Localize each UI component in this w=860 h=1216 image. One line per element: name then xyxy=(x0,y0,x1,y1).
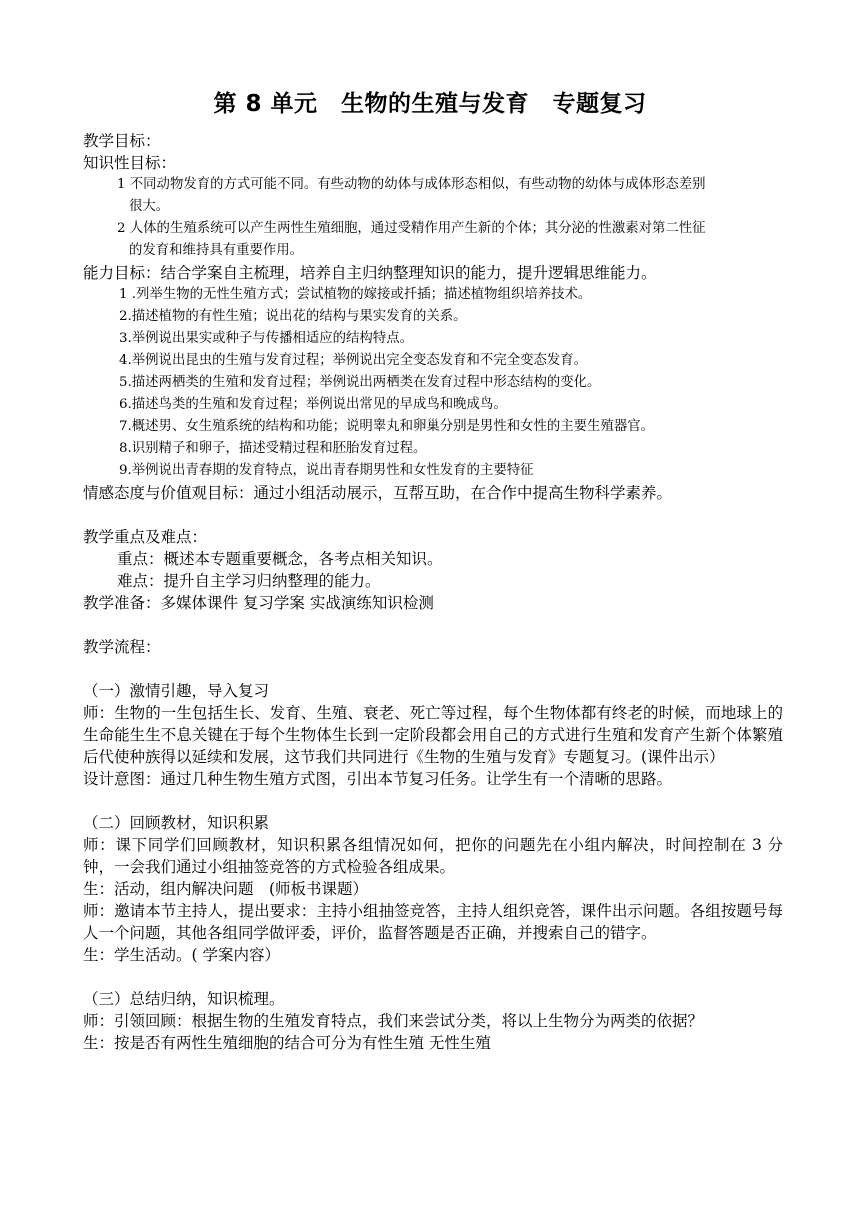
ability-item: 5.描述两栖类的生殖和发育过程；举例说出两栖类在发育过程中形态结构的变化。 xyxy=(119,375,601,390)
section-3-teacher-text: 师：引领回顾：根据生物的生殖发育特点，我们来尝试分类，将以上生物分为两类的依据？ xyxy=(83,1012,704,1030)
section-1-teacher-text: 师：生物的一生包括生长、发育、生殖、衰老、死亡等过程，每个生物体都有终老的时候，而地球上的生命能生生不息关键在于每个生物体生长到一定阶段都会用自己的方式进行生殖和发育产生新个体繁殖后代使种族得以延续和发展，这节我们共同进行《生物的生殖与发育》专题复习。(课件出示） xyxy=(83,704,783,766)
section-2-teacher-text-2: 师：邀请本节主持人，提出要求：主持小组抽签竞答，主持人组织竞答，课件出示问题。各组按题号每人一个问题，其他各组同学做评委，评价，监督答题是否正确，并搜索自己的错字。 xyxy=(83,902,783,942)
section-2-student-text-1: 生：活动，组内解决问题 (师板书课题） xyxy=(83,880,369,898)
key-points-heading: 教学重点及难点： xyxy=(83,528,208,546)
document-body xyxy=(83,130,783,1054)
ability-item: 2.描述植物的有性生殖；说出花的结构与果实发育的关系。 xyxy=(119,309,467,324)
knowledge-goal-1-line1: 1 不同动物发育的方式可能不同。有些动物的幼体与成体形态相似，有些动物的幼体与成体形态差别 xyxy=(117,177,706,192)
section-3-student-text: 生：按是否有两性生殖细胞的结合可分为有性生殖 无性生殖 xyxy=(83,1034,491,1052)
ability-item: 3.举例说出果实或种子与传播相适应的结构特点。 xyxy=(119,331,413,346)
teaching-preparation: 教学准备：多媒体课件 复习学案 实战演练知识检测 xyxy=(83,594,434,612)
section-2-heading: （二）回顾教材，知识积累 xyxy=(83,814,270,832)
knowledge-goals-heading: 知识性目标： xyxy=(83,154,177,172)
difficult-point: 难点：提升自主学习归纳整理的能力。 xyxy=(117,572,381,590)
ability-item: 9.举例说出青春期的发育特点，说出青春期男性和女性发育的主要特征 xyxy=(119,463,534,478)
section-2-student-text-2: 生：学生活动。( 学案内容） xyxy=(83,946,280,964)
ability-item: 8.识别精子和卵子，描述受精过程和胚胎发育过程。 xyxy=(119,441,427,456)
key-point: 重点：概述本专题重要概念，各考点相关知识。 xyxy=(117,550,443,568)
ability-item: 1 .列举生物的无性生殖方式；尝试植物的嫁接或扦插；描述植物组织培养技术。 xyxy=(119,287,592,302)
ability-item: 6.描述鸟类的生殖和发育过程；举例说出常见的早成鸟和晚成鸟。 xyxy=(119,397,507,412)
teaching-goals-heading: 教学目标： xyxy=(83,132,161,150)
page-title: 第 8 单元 生物的生殖与发育 专题复习 xyxy=(213,91,647,117)
ability-item: 4.举例说出昆虫的生殖与发育过程；举例说出完全变态发育和不完全变态发育。 xyxy=(119,353,588,368)
section-1-design-intent: 设计意图：通过几种生物生殖方式图，引出本节复习任务。让学生有一个清晰的思路。 xyxy=(83,770,673,788)
ability-goal: 能力目标：结合学案自主梳理，培养自主归纳整理知识的能力，提升逻辑思维能力。 xyxy=(83,264,657,282)
section-2-teacher-text-1: 师：课下同学们回顾教材，知识积累各组情况如何，把你的问题先在小组内解决，时间控制在 3 分钟，一会我们通过小组抽签竞答的方式检验各组成果。 xyxy=(83,836,783,876)
section-3-heading: （三）总结归纳，知识梳理。 xyxy=(83,990,285,1008)
section-1-heading: （一）激情引趣，导入复习 xyxy=(83,682,270,700)
process-heading: 教学流程： xyxy=(83,638,161,656)
emotion-goal: 情感态度与价值观目标：通过小组活动展示，互帮互助，在合作中提高生物科学素养。 xyxy=(83,484,673,502)
knowledge-goal-2-line1: 2 人体的生殖系统可以产生两性生殖细胞，通过受精作用产生新的个体；其分泌的性激素对第二性征 xyxy=(117,221,706,236)
ability-item: 7.概述男、女生殖系统的结构和功能；说明睾丸和卵巢分别是男性和女性的主要生殖器官。 xyxy=(119,419,655,434)
knowledge-goal-2-line2: 的发育和维持具有重要作用。 xyxy=(129,243,304,258)
knowledge-goal-1-line2: 很大。 xyxy=(129,199,170,214)
